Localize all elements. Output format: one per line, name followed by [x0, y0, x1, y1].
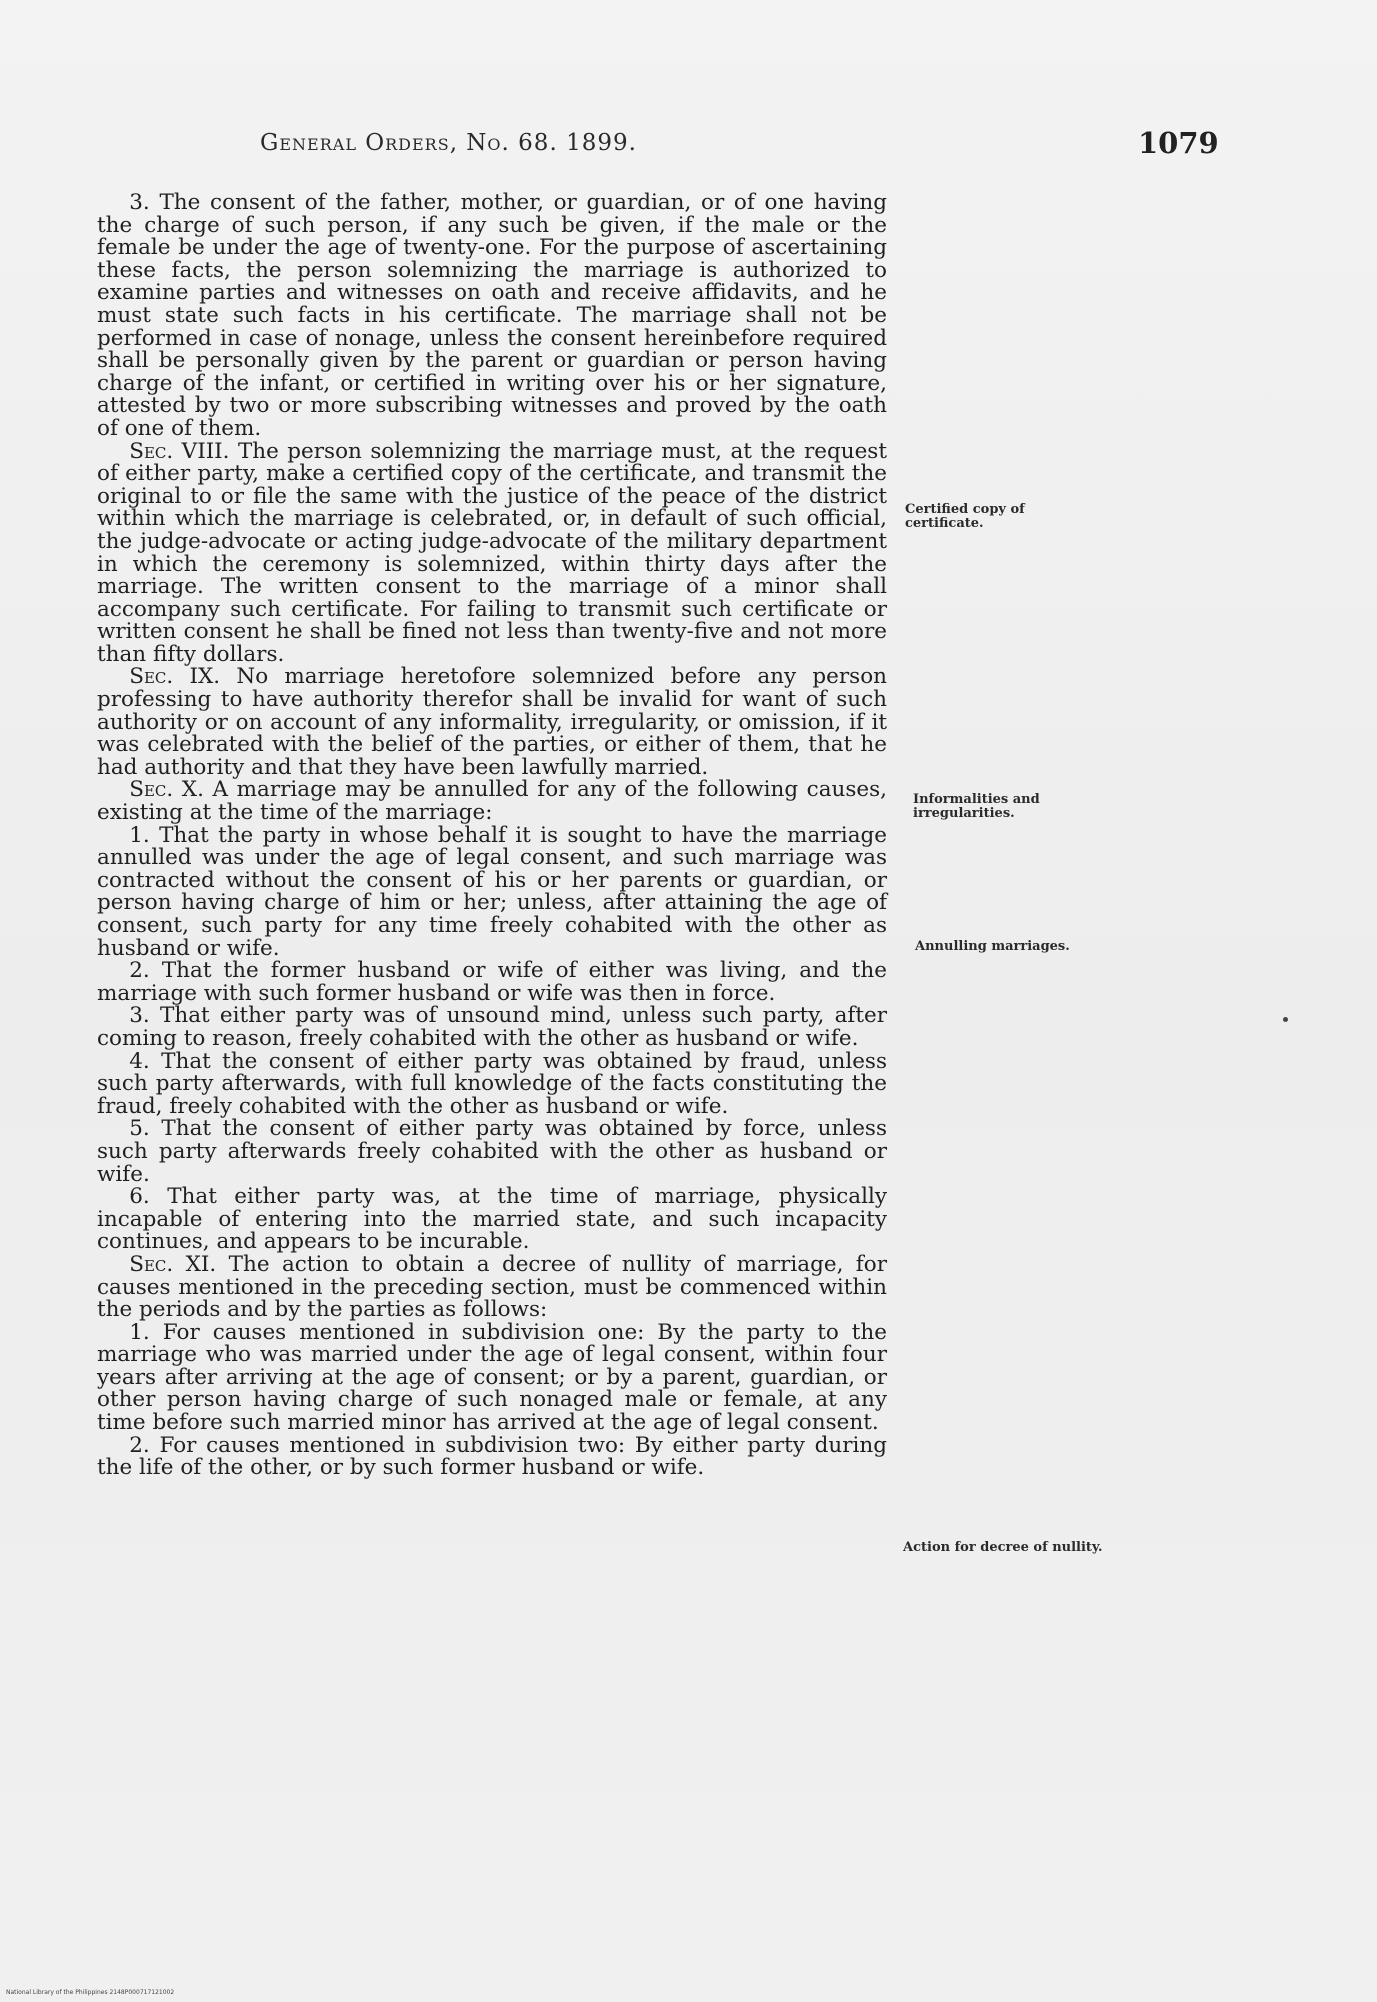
paragraph-consent: 3. The consent of the father, mother, or guardian, or of one having the charge of such person, if any such be given, if the male or the female be under the age of twenty-one. For the purpose of ascertaining these facts, the person solemnizing the marriage is authorized to examine parties and witnesses on oath and receive affidavits, and he must state such facts in his certificate. The marriage shall not be performed in case of nonage, unless the consent hereinbefore required shall be personally given by the parent or guardian or person having charge of the infant, or certified in writing over his or her signature, attested by two or more subscribing witnesses and proved by the oath of one of them.	[97, 190, 887, 441]
section-x: Sec. X. A marriage may be annulled for any of the following causes, existing at the time of the marriage:	[97, 777, 887, 826]
list-item: 1. That the party in whose behalf it is sought to have the marriage annulled was under the age of legal consent, and such marriage was contracted without the consent of his or her parents or guardian, or person having charge of him or her; unless, after attaining the age of consent, such party for any time freely cohabited with the other as husband or wife.	[97, 822, 887, 961]
section-xi: Sec. XI. The action to obtain a decree of nullity of marriage, for causes mentioned in the preceding section, must be commenced within the periods and by the parties as follows:	[97, 1251, 887, 1323]
section-heading: Sec. VIII.	[129, 438, 230, 464]
body-text	[97, 192, 887, 1480]
list-item: 2. That the former husband or wife of either was living, and the marriage with such former husband or wife was then in force.	[97, 958, 887, 1006]
margin-note-action-nullity: Action for decree of nullity.	[903, 1540, 1103, 1555]
list-item: 6. That either party was, at the time of marriage, physically incapable of entering into the married state, and such incapacity continues, and appears to be incurable.	[97, 1184, 887, 1255]
list-item: 2. For causes mentioned in subdivision two: By either party during the life of the other, or by such former husband or wife.	[97, 1432, 887, 1481]
section-viii: Sec. VIII. The person solemnizing the marriage must, at the request of either party, make a certified copy of the certificate, and transmit the original to or file the same with the justice of the peace of the district within which the marriage is celebrated, or, in default of such official, the judge-advocate or acting judge-advocate of the military department in which the ceremony is solemnized, within thirty days after the marriage. The written consent to the marriage of a minor shall accompany such certificate. For failing to transmit such certificate or written consent he shall be fined not less than twenty-five and not more than fifty dollars.	[97, 438, 887, 667]
list-item: 1. For causes mentioned in subdivision one: By the party to the marriage who was married under the age of legal consent, within four years after arriving at the age of consent; or by a parent, guardian, or other person having charge of such nonaged male or female, at any time before such married minor has arrived at the age of legal consent.	[97, 1319, 887, 1436]
section-heading: Sec. XI.	[129, 1251, 217, 1277]
margin-note-informalities: Informalities and irregularities.	[913, 792, 1040, 821]
list-item: 4. That the consent of either party was obtained by fraud, unless such party afterwards, with full knowledge of the facts constituting the fraud, freely cohabited with the other as husband or wife.	[97, 1048, 887, 1119]
margin-note-certified-copy: Certified copy of certificate.	[905, 502, 1025, 531]
scan-credit: National Library of the Philippines 2148P000717121002	[6, 1989, 175, 1996]
list-item: 3. That either party was of unsound mind, unless such party, after coming to reason, freely cohabited with the other as husband or wife.	[97, 1003, 887, 1051]
running-head: General Orders, No. 68. 1899.	[260, 130, 637, 156]
section-ix: Sec. IX. No marriage heretofore solemnized before any person professing to have authority therefor shall be invalid for want of such authority or on account of any informality, irregularity, or omission, if it was celebrated with the belief of the parties, or either of them, that he had authority and that they have been lawfully married.	[97, 664, 887, 780]
list-item: 5. That the consent of either party was obtained by force, unless such party afterwards freely cohabited with the other as husband or wife.	[97, 1116, 887, 1187]
page-number: 1079	[1138, 126, 1219, 160]
margin-note-annulling: Annulling marriages.	[915, 939, 1070, 954]
section-heading: Sec. X.	[129, 777, 204, 803]
scan-speck	[1283, 1017, 1288, 1022]
section-heading: Sec. IX.	[129, 664, 221, 690]
